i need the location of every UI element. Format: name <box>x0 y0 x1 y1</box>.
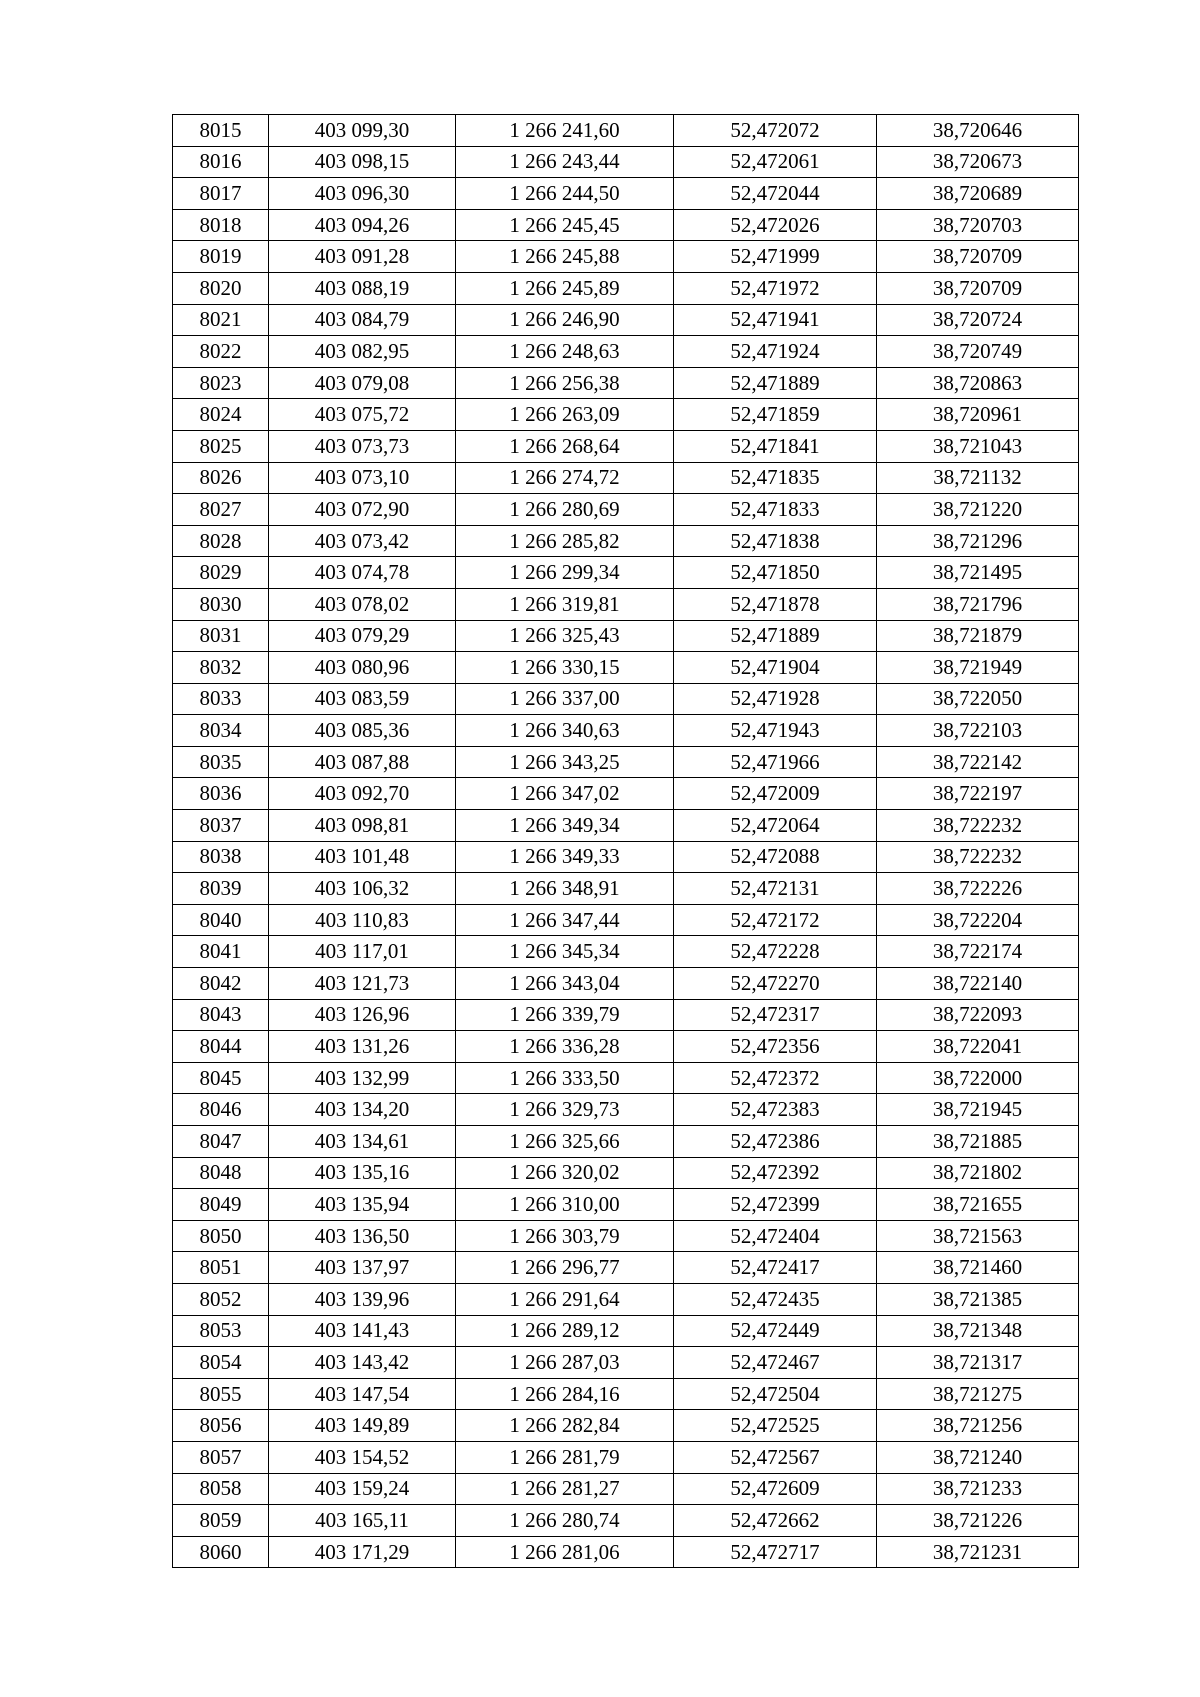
x-coordinate-cell: 403 083,59 <box>269 683 456 715</box>
y-coordinate-cell: 1 266 280,74 <box>456 1505 674 1537</box>
x-coordinate-cell: 403 159,24 <box>269 1473 456 1505</box>
longitude-cell: 38,720673 <box>877 146 1079 178</box>
latitude-cell: 52,472504 <box>674 1378 877 1410</box>
table-row <box>173 715 1079 747</box>
y-coordinate-cell: 1 266 337,00 <box>456 683 674 715</box>
point-number-cell: 8058 <box>173 1473 269 1505</box>
longitude-cell: 38,721231 <box>877 1536 1079 1568</box>
point-number-cell: 8054 <box>173 1347 269 1379</box>
latitude-cell: 52,472356 <box>674 1031 877 1063</box>
y-coordinate-cell: 1 266 243,44 <box>456 146 674 178</box>
latitude-cell: 52,472372 <box>674 1062 877 1094</box>
latitude-cell: 52,472467 <box>674 1347 877 1379</box>
point-number-cell: 8050 <box>173 1220 269 1252</box>
x-coordinate-cell: 403 091,28 <box>269 241 456 273</box>
y-coordinate-cell: 1 266 246,90 <box>456 304 674 336</box>
longitude-cell: 38,721226 <box>877 1505 1079 1537</box>
coordinates-table <box>172 114 1079 1568</box>
point-number-cell: 8053 <box>173 1315 269 1347</box>
x-coordinate-cell: 403 075,72 <box>269 399 456 431</box>
y-coordinate-cell: 1 266 340,63 <box>456 715 674 747</box>
x-coordinate-cell: 403 171,29 <box>269 1536 456 1568</box>
x-coordinate-cell: 403 121,73 <box>269 968 456 1000</box>
point-number-cell: 8025 <box>173 430 269 462</box>
x-coordinate-cell: 403 141,43 <box>269 1315 456 1347</box>
x-coordinate-cell: 403 098,81 <box>269 810 456 842</box>
longitude-cell: 38,721240 <box>877 1441 1079 1473</box>
table-row <box>173 588 1079 620</box>
x-coordinate-cell: 403 110,83 <box>269 904 456 936</box>
longitude-cell: 38,721233 <box>877 1473 1079 1505</box>
x-coordinate-cell: 403 134,61 <box>269 1126 456 1158</box>
x-coordinate-cell: 403 126,96 <box>269 999 456 1031</box>
x-coordinate-cell: 403 088,19 <box>269 272 456 304</box>
point-number-cell: 8048 <box>173 1157 269 1189</box>
table-row <box>173 936 1079 968</box>
y-coordinate-cell: 1 266 347,02 <box>456 778 674 810</box>
y-coordinate-cell: 1 266 310,00 <box>456 1189 674 1221</box>
y-coordinate-cell: 1 266 330,15 <box>456 652 674 684</box>
longitude-cell: 38,722041 <box>877 1031 1079 1063</box>
point-number-cell: 8060 <box>173 1536 269 1568</box>
point-number-cell: 8033 <box>173 683 269 715</box>
y-coordinate-cell: 1 266 245,88 <box>456 241 674 273</box>
x-coordinate-cell: 403 101,48 <box>269 841 456 873</box>
y-coordinate-cell: 1 266 343,04 <box>456 968 674 1000</box>
x-coordinate-cell: 403 165,11 <box>269 1505 456 1537</box>
point-number-cell: 8015 <box>173 115 269 147</box>
latitude-cell: 52,471966 <box>674 746 877 778</box>
table-row <box>173 557 1079 589</box>
latitude-cell: 52,472383 <box>674 1094 877 1126</box>
latitude-cell: 52,472609 <box>674 1473 877 1505</box>
latitude-cell: 52,471889 <box>674 620 877 652</box>
point-number-cell: 8055 <box>173 1378 269 1410</box>
point-number-cell: 8036 <box>173 778 269 810</box>
y-coordinate-cell: 1 266 345,34 <box>456 936 674 968</box>
x-coordinate-cell: 403 099,30 <box>269 115 456 147</box>
point-number-cell: 8043 <box>173 999 269 1031</box>
latitude-cell: 52,472026 <box>674 209 877 241</box>
y-coordinate-cell: 1 266 319,81 <box>456 588 674 620</box>
longitude-cell: 38,721563 <box>877 1220 1079 1252</box>
point-number-cell: 8041 <box>173 936 269 968</box>
longitude-cell: 38,722142 <box>877 746 1079 778</box>
longitude-cell: 38,721945 <box>877 1094 1079 1126</box>
longitude-cell: 38,720709 <box>877 241 1079 273</box>
latitude-cell: 52,472131 <box>674 873 877 905</box>
point-number-cell: 8029 <box>173 557 269 589</box>
x-coordinate-cell: 403 098,15 <box>269 146 456 178</box>
y-coordinate-cell: 1 266 296,77 <box>456 1252 674 1284</box>
point-number-cell: 8027 <box>173 494 269 526</box>
x-coordinate-cell: 403 084,79 <box>269 304 456 336</box>
longitude-cell: 38,720646 <box>877 115 1079 147</box>
y-coordinate-cell: 1 266 274,72 <box>456 462 674 494</box>
longitude-cell: 38,721348 <box>877 1315 1079 1347</box>
y-coordinate-cell: 1 266 325,66 <box>456 1126 674 1158</box>
table-row <box>173 178 1079 210</box>
x-coordinate-cell: 403 085,36 <box>269 715 456 747</box>
x-coordinate-cell: 403 073,73 <box>269 430 456 462</box>
y-coordinate-cell: 1 266 333,50 <box>456 1062 674 1094</box>
x-coordinate-cell: 403 082,95 <box>269 336 456 368</box>
table-row <box>173 1031 1079 1063</box>
longitude-cell: 38,721885 <box>877 1126 1079 1158</box>
y-coordinate-cell: 1 266 281,27 <box>456 1473 674 1505</box>
y-coordinate-cell: 1 266 281,06 <box>456 1536 674 1568</box>
longitude-cell: 38,721043 <box>877 430 1079 462</box>
x-coordinate-cell: 403 154,52 <box>269 1441 456 1473</box>
y-coordinate-cell: 1 266 325,43 <box>456 620 674 652</box>
table-row <box>173 652 1079 684</box>
point-number-cell: 8019 <box>173 241 269 273</box>
longitude-cell: 38,721132 <box>877 462 1079 494</box>
longitude-cell: 38,721802 <box>877 1157 1079 1189</box>
longitude-cell: 38,722000 <box>877 1062 1079 1094</box>
point-number-cell: 8035 <box>173 746 269 778</box>
x-coordinate-cell: 403 143,42 <box>269 1347 456 1379</box>
longitude-cell: 38,721949 <box>877 652 1079 684</box>
latitude-cell: 52,471878 <box>674 588 877 620</box>
point-number-cell: 8039 <box>173 873 269 905</box>
latitude-cell: 52,471999 <box>674 241 877 273</box>
table-row <box>173 146 1079 178</box>
y-coordinate-cell: 1 266 329,73 <box>456 1094 674 1126</box>
longitude-cell: 38,722103 <box>877 715 1079 747</box>
point-number-cell: 8040 <box>173 904 269 936</box>
point-number-cell: 8031 <box>173 620 269 652</box>
y-coordinate-cell: 1 266 281,79 <box>456 1441 674 1473</box>
longitude-cell: 38,720724 <box>877 304 1079 336</box>
table-row <box>173 778 1079 810</box>
latitude-cell: 52,471859 <box>674 399 877 431</box>
x-coordinate-cell: 403 139,96 <box>269 1283 456 1315</box>
latitude-cell: 52,471904 <box>674 652 877 684</box>
latitude-cell: 52,472417 <box>674 1252 877 1284</box>
table-row <box>173 336 1079 368</box>
x-coordinate-cell: 403 135,94 <box>269 1189 456 1221</box>
x-coordinate-cell: 403 137,97 <box>269 1252 456 1284</box>
x-coordinate-cell: 403 074,78 <box>269 557 456 589</box>
table-row <box>173 1126 1079 1158</box>
latitude-cell: 52,471835 <box>674 462 877 494</box>
table-row <box>173 1473 1079 1505</box>
longitude-cell: 38,721879 <box>877 620 1079 652</box>
x-coordinate-cell: 403 073,42 <box>269 525 456 557</box>
table-row <box>173 999 1079 1031</box>
longitude-cell: 38,722232 <box>877 841 1079 873</box>
y-coordinate-cell: 1 266 244,50 <box>456 178 674 210</box>
latitude-cell: 52,471889 <box>674 367 877 399</box>
y-coordinate-cell: 1 266 285,82 <box>456 525 674 557</box>
latitude-cell: 52,472270 <box>674 968 877 1000</box>
x-coordinate-cell: 403 149,89 <box>269 1410 456 1442</box>
table-row <box>173 462 1079 494</box>
table-row <box>173 683 1079 715</box>
point-number-cell: 8022 <box>173 336 269 368</box>
y-coordinate-cell: 1 266 241,60 <box>456 115 674 147</box>
coordinates-table-body <box>173 115 1079 1568</box>
longitude-cell: 38,720863 <box>877 367 1079 399</box>
latitude-cell: 52,471972 <box>674 272 877 304</box>
latitude-cell: 52,471841 <box>674 430 877 462</box>
longitude-cell: 38,722050 <box>877 683 1079 715</box>
point-number-cell: 8028 <box>173 525 269 557</box>
table-row <box>173 968 1079 1000</box>
point-number-cell: 8047 <box>173 1126 269 1158</box>
point-number-cell: 8023 <box>173 367 269 399</box>
table-row <box>173 1094 1079 1126</box>
longitude-cell: 38,722226 <box>877 873 1079 905</box>
longitude-cell: 38,720703 <box>877 209 1079 241</box>
y-coordinate-cell: 1 266 245,89 <box>456 272 674 304</box>
table-row <box>173 430 1079 462</box>
table-row <box>173 1220 1079 1252</box>
latitude-cell: 52,472009 <box>674 778 877 810</box>
point-number-cell: 8057 <box>173 1441 269 1473</box>
point-number-cell: 8042 <box>173 968 269 1000</box>
longitude-cell: 38,721460 <box>877 1252 1079 1284</box>
x-coordinate-cell: 403 072,90 <box>269 494 456 526</box>
point-number-cell: 8049 <box>173 1189 269 1221</box>
x-coordinate-cell: 403 132,99 <box>269 1062 456 1094</box>
latitude-cell: 52,472449 <box>674 1315 877 1347</box>
y-coordinate-cell: 1 266 348,91 <box>456 873 674 905</box>
latitude-cell: 52,472044 <box>674 178 877 210</box>
table-row <box>173 272 1079 304</box>
longitude-cell: 38,722204 <box>877 904 1079 936</box>
y-coordinate-cell: 1 266 245,45 <box>456 209 674 241</box>
latitude-cell: 52,471850 <box>674 557 877 589</box>
x-coordinate-cell: 403 078,02 <box>269 588 456 620</box>
longitude-cell: 38,721317 <box>877 1347 1079 1379</box>
table-row <box>173 1189 1079 1221</box>
point-number-cell: 8017 <box>173 178 269 210</box>
longitude-cell: 38,720961 <box>877 399 1079 431</box>
point-number-cell: 8034 <box>173 715 269 747</box>
latitude-cell: 52,472172 <box>674 904 877 936</box>
table-row <box>173 494 1079 526</box>
y-coordinate-cell: 1 266 287,03 <box>456 1347 674 1379</box>
longitude-cell: 38,721220 <box>877 494 1079 526</box>
latitude-cell: 52,472317 <box>674 999 877 1031</box>
x-coordinate-cell: 403 147,54 <box>269 1378 456 1410</box>
latitude-cell: 52,472061 <box>674 146 877 178</box>
point-number-cell: 8045 <box>173 1062 269 1094</box>
longitude-cell: 38,722174 <box>877 936 1079 968</box>
x-coordinate-cell: 403 079,29 <box>269 620 456 652</box>
y-coordinate-cell: 1 266 347,44 <box>456 904 674 936</box>
point-number-cell: 8030 <box>173 588 269 620</box>
x-coordinate-cell: 403 079,08 <box>269 367 456 399</box>
point-number-cell: 8032 <box>173 652 269 684</box>
latitude-cell: 52,472525 <box>674 1410 877 1442</box>
table-row <box>173 1347 1079 1379</box>
longitude-cell: 38,720709 <box>877 272 1079 304</box>
latitude-cell: 52,472386 <box>674 1126 877 1158</box>
longitude-cell: 38,720749 <box>877 336 1079 368</box>
longitude-cell: 38,722197 <box>877 778 1079 810</box>
table-row <box>173 241 1079 273</box>
x-coordinate-cell: 403 087,88 <box>269 746 456 778</box>
longitude-cell: 38,721275 <box>877 1378 1079 1410</box>
longitude-cell: 38,721256 <box>877 1410 1079 1442</box>
x-coordinate-cell: 403 073,10 <box>269 462 456 494</box>
y-coordinate-cell: 1 266 248,63 <box>456 336 674 368</box>
table-row <box>173 304 1079 336</box>
y-coordinate-cell: 1 266 280,69 <box>456 494 674 526</box>
latitude-cell: 52,472435 <box>674 1283 877 1315</box>
longitude-cell: 38,721296 <box>877 525 1079 557</box>
longitude-cell: 38,721385 <box>877 1283 1079 1315</box>
y-coordinate-cell: 1 266 289,12 <box>456 1315 674 1347</box>
latitude-cell: 52,471943 <box>674 715 877 747</box>
x-coordinate-cell: 403 135,16 <box>269 1157 456 1189</box>
table-row <box>173 525 1079 557</box>
table-row <box>173 1441 1079 1473</box>
y-coordinate-cell: 1 266 299,34 <box>456 557 674 589</box>
table-row <box>173 746 1079 778</box>
point-number-cell: 8016 <box>173 146 269 178</box>
longitude-cell: 38,720689 <box>877 178 1079 210</box>
point-number-cell: 8059 <box>173 1505 269 1537</box>
table-row <box>173 1283 1079 1315</box>
latitude-cell: 52,471928 <box>674 683 877 715</box>
table-row <box>173 1536 1079 1568</box>
table-row <box>173 399 1079 431</box>
x-coordinate-cell: 403 106,32 <box>269 873 456 905</box>
y-coordinate-cell: 1 266 282,84 <box>456 1410 674 1442</box>
point-number-cell: 8037 <box>173 810 269 842</box>
point-number-cell: 8056 <box>173 1410 269 1442</box>
point-number-cell: 8044 <box>173 1031 269 1063</box>
latitude-cell: 52,472399 <box>674 1189 877 1221</box>
x-coordinate-cell: 403 096,30 <box>269 178 456 210</box>
latitude-cell: 52,472662 <box>674 1505 877 1537</box>
point-number-cell: 8052 <box>173 1283 269 1315</box>
x-coordinate-cell: 403 080,96 <box>269 652 456 684</box>
latitude-cell: 52,472717 <box>674 1536 877 1568</box>
latitude-cell: 52,471838 <box>674 525 877 557</box>
x-coordinate-cell: 403 094,26 <box>269 209 456 241</box>
y-coordinate-cell: 1 266 291,64 <box>456 1283 674 1315</box>
table-row <box>173 1062 1079 1094</box>
y-coordinate-cell: 1 266 303,79 <box>456 1220 674 1252</box>
y-coordinate-cell: 1 266 349,33 <box>456 841 674 873</box>
table-row <box>173 841 1079 873</box>
x-coordinate-cell: 403 134,20 <box>269 1094 456 1126</box>
y-coordinate-cell: 1 266 256,38 <box>456 367 674 399</box>
longitude-cell: 38,722093 <box>877 999 1079 1031</box>
table-row <box>173 367 1079 399</box>
x-coordinate-cell: 403 131,26 <box>269 1031 456 1063</box>
x-coordinate-cell: 403 092,70 <box>269 778 456 810</box>
table-row <box>173 1505 1079 1537</box>
point-number-cell: 8024 <box>173 399 269 431</box>
latitude-cell: 52,471924 <box>674 336 877 368</box>
table-row <box>173 209 1079 241</box>
y-coordinate-cell: 1 266 339,79 <box>456 999 674 1031</box>
y-coordinate-cell: 1 266 268,64 <box>456 430 674 462</box>
latitude-cell: 52,472088 <box>674 841 877 873</box>
point-number-cell: 8020 <box>173 272 269 304</box>
point-number-cell: 8046 <box>173 1094 269 1126</box>
x-coordinate-cell: 403 136,50 <box>269 1220 456 1252</box>
latitude-cell: 52,472567 <box>674 1441 877 1473</box>
longitude-cell: 38,721495 <box>877 557 1079 589</box>
point-number-cell: 8018 <box>173 209 269 241</box>
longitude-cell: 38,721796 <box>877 588 1079 620</box>
y-coordinate-cell: 1 266 320,02 <box>456 1157 674 1189</box>
latitude-cell: 52,472404 <box>674 1220 877 1252</box>
latitude-cell: 52,472228 <box>674 936 877 968</box>
table-row <box>173 1410 1079 1442</box>
table-row <box>173 1378 1079 1410</box>
latitude-cell: 52,472072 <box>674 115 877 147</box>
point-number-cell: 8038 <box>173 841 269 873</box>
latitude-cell: 52,471833 <box>674 494 877 526</box>
y-coordinate-cell: 1 266 336,28 <box>456 1031 674 1063</box>
table-row <box>173 1252 1079 1284</box>
point-number-cell: 8021 <box>173 304 269 336</box>
latitude-cell: 52,471941 <box>674 304 877 336</box>
y-coordinate-cell: 1 266 263,09 <box>456 399 674 431</box>
table-row <box>173 115 1079 147</box>
table-row <box>173 1315 1079 1347</box>
longitude-cell: 38,721655 <box>877 1189 1079 1221</box>
point-number-cell: 8051 <box>173 1252 269 1284</box>
point-number-cell: 8026 <box>173 462 269 494</box>
y-coordinate-cell: 1 266 343,25 <box>456 746 674 778</box>
table-row <box>173 873 1079 905</box>
longitude-cell: 38,722232 <box>877 810 1079 842</box>
y-coordinate-cell: 1 266 349,34 <box>456 810 674 842</box>
table-row <box>173 904 1079 936</box>
latitude-cell: 52,472392 <box>674 1157 877 1189</box>
table-row <box>173 620 1079 652</box>
x-coordinate-cell: 403 117,01 <box>269 936 456 968</box>
table-row <box>173 1157 1079 1189</box>
table-row <box>173 810 1079 842</box>
longitude-cell: 38,722140 <box>877 968 1079 1000</box>
y-coordinate-cell: 1 266 284,16 <box>456 1378 674 1410</box>
latitude-cell: 52,472064 <box>674 810 877 842</box>
